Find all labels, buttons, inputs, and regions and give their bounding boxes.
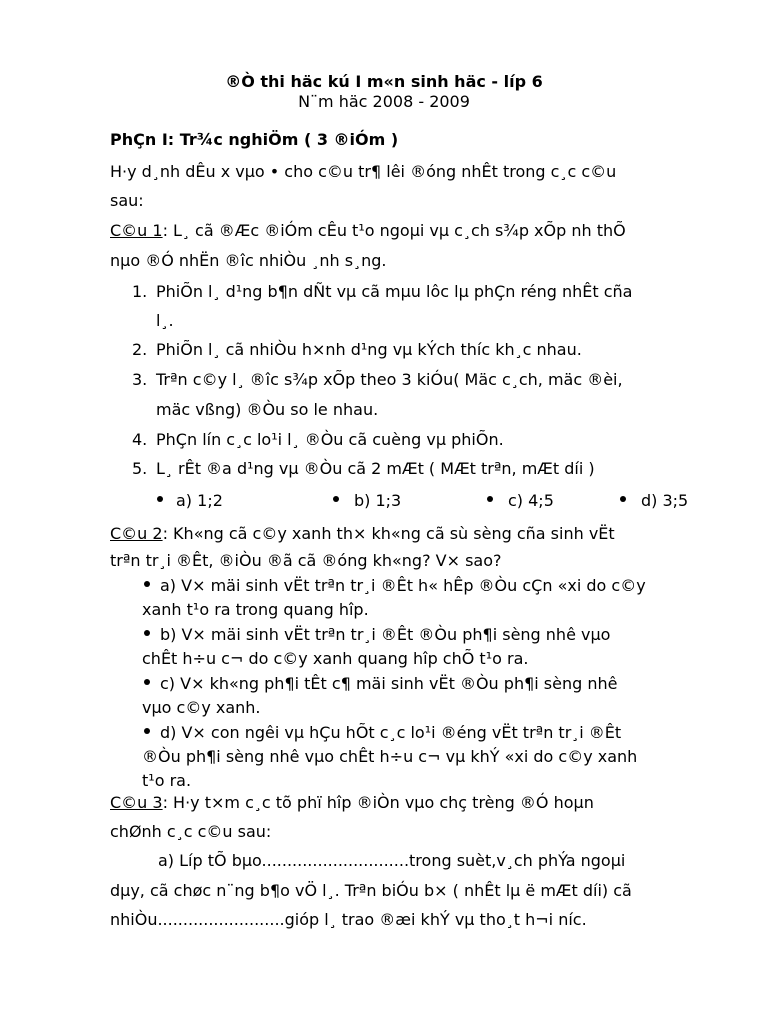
exam-title: ®Ò thi häc kú I m«n sinh häc - líp 6 bbox=[225, 72, 543, 91]
question-2-text: : Kh«ng cã c©y xanh th× kh«ng cã sù sèng cña sinh vËt bbox=[162, 524, 615, 543]
question-1-label: C©u 1 bbox=[110, 221, 163, 240]
answer-b-cont: chÊt h÷u c¬ do c©y xanh quang hîp chÕ t¹o ra. bbox=[142, 649, 529, 668]
question-3-text: : H·y t×m c¸c tõ phï hîp ®iÒn vµo chç trèng ®Ó hoµn bbox=[162, 793, 594, 812]
answer-a-cont: xanh t¹o ra trong quang hîp. bbox=[142, 600, 369, 619]
question-1-line1 bbox=[110, 221, 626, 241]
question-3-label: C©u 3 bbox=[110, 793, 163, 812]
section-heading: PhÇn I: Tr¾c nghiÖm ( 3 ®iÓm ) bbox=[110, 130, 399, 149]
section-intro-line2: sau: bbox=[110, 191, 144, 210]
statement-number: 3. bbox=[132, 370, 148, 389]
question-1-text: : L¸ cã ®Æc ®iÓm cÊu t¹o ngoµi vµ c¸ch s¾p xÕp nh thÕ bbox=[162, 221, 626, 240]
statement-text: L¸ rÊt ®a d¹ng vµ ®Òu cã 2 mÆt ( MÆt trªn, mÆt díi ) bbox=[156, 459, 595, 478]
question-1-line2: nµo ®Ó nhËn ®îc nhiÒu ¸nh s¸ng. bbox=[110, 251, 387, 270]
option-a[interactable]: a) 1;2 bbox=[176, 491, 223, 510]
option-bullet bbox=[487, 496, 493, 502]
answer-d-cont: ®Òu ph¶i sèng nhê vµo chÊt h÷u c¬ vµ khÝ «xi do c©y xanh bbox=[142, 747, 638, 766]
option-bullet bbox=[157, 496, 163, 502]
answer-d[interactable]: d) V× con ngêi vµ hÇu hÕt c¸c lo¹i ®éng vËt trªn tr¸i ®Êt bbox=[160, 723, 622, 742]
option-c[interactable]: c) 4;5 bbox=[508, 491, 554, 510]
answer-bullet bbox=[144, 630, 150, 636]
question-2-label: C©u 2 bbox=[110, 524, 163, 543]
answer-c-cont: vµo c©y xanh. bbox=[142, 698, 261, 717]
statement-number: 4. bbox=[132, 430, 148, 449]
statement-text: PhiÕn l¸ d¹ng b¶n dÑt vµ cã mµu lôc lµ phÇn réng nhÊt cña bbox=[156, 282, 633, 301]
section-intro-line1: H·y d¸nh dÊu x vµo • cho c©u tr¶ lêi ®óng nhÊt trong c¸c c©u bbox=[110, 162, 617, 181]
statement-number: 5. bbox=[132, 459, 148, 478]
question-3-line1 bbox=[110, 793, 594, 813]
option-bullet bbox=[620, 496, 626, 502]
fill-in-a-line3: nhiÒu.........................gióp l¸ trao ®æi khÝ vµ tho¸t h¬i níc. bbox=[110, 910, 587, 929]
statement-text: PhÇn lín c¸c lo¹i l¸ ®Òu cã cuèng vµ phiÕn. bbox=[156, 430, 504, 449]
answer-c[interactable]: c) V× kh«ng ph¶i tÊt c¶ mäi sinh vËt ®Òu ph¶i sèng nhê bbox=[160, 674, 618, 693]
fill-in-a-line1: a) Líp tÕ bµo.............................trong suèt,v¸ch phÝa ngoµi bbox=[158, 851, 626, 870]
statement-text-cont: mäc vßng) ®Òu so le nhau. bbox=[156, 400, 379, 419]
option-b[interactable]: b) 1;3 bbox=[354, 491, 402, 510]
answer-d-cont2: t¹o ra. bbox=[142, 771, 192, 790]
statement-text: PhiÕn l¸ cã nhiÒu h×nh d¹ng vµ kÝch thíc kh¸c nhau. bbox=[156, 340, 582, 359]
option-bullet bbox=[333, 496, 339, 502]
statement-number: 2. bbox=[132, 340, 148, 359]
question-2-line1 bbox=[110, 524, 615, 544]
answer-bullet bbox=[144, 679, 150, 685]
statement-number: 1. bbox=[132, 282, 148, 301]
fill-in-a-line2: dµy, cã chøc n¨ng b¶o vÖ l¸. Trªn biÓu b× ( nhÊt lµ ë mÆt díi) cã bbox=[110, 881, 632, 900]
answer-bullet bbox=[144, 728, 150, 734]
question-3-line2: chØnh c¸c c©u sau: bbox=[110, 822, 272, 841]
answer-bullet bbox=[144, 581, 150, 587]
school-year: N¨m häc 2008 - 2009 bbox=[298, 92, 470, 111]
answer-a[interactable]: a) V× mäi sinh vËt trªn tr¸i ®Êt h« hÊp ®Òu cÇn «xi do c©y bbox=[160, 576, 646, 595]
answer-b[interactable]: b) V× mäi sinh vËt trªn tr¸i ®Êt ®Òu ph¶i sèng nhê vµo bbox=[160, 625, 611, 644]
statement-text-cont: l¸. bbox=[156, 311, 174, 330]
question-2-line2: trªn tr¸i ®Êt, ®iÒu ®ã cã ®óng kh«ng? V× sao? bbox=[110, 551, 502, 570]
statement-text: Trªn c©y l¸ ®îc s¾p xÕp theo 3 kiÓu( Mäc c¸ch, mäc ®èi, bbox=[156, 370, 623, 389]
option-d[interactable]: d) 3;5 bbox=[641, 491, 689, 510]
